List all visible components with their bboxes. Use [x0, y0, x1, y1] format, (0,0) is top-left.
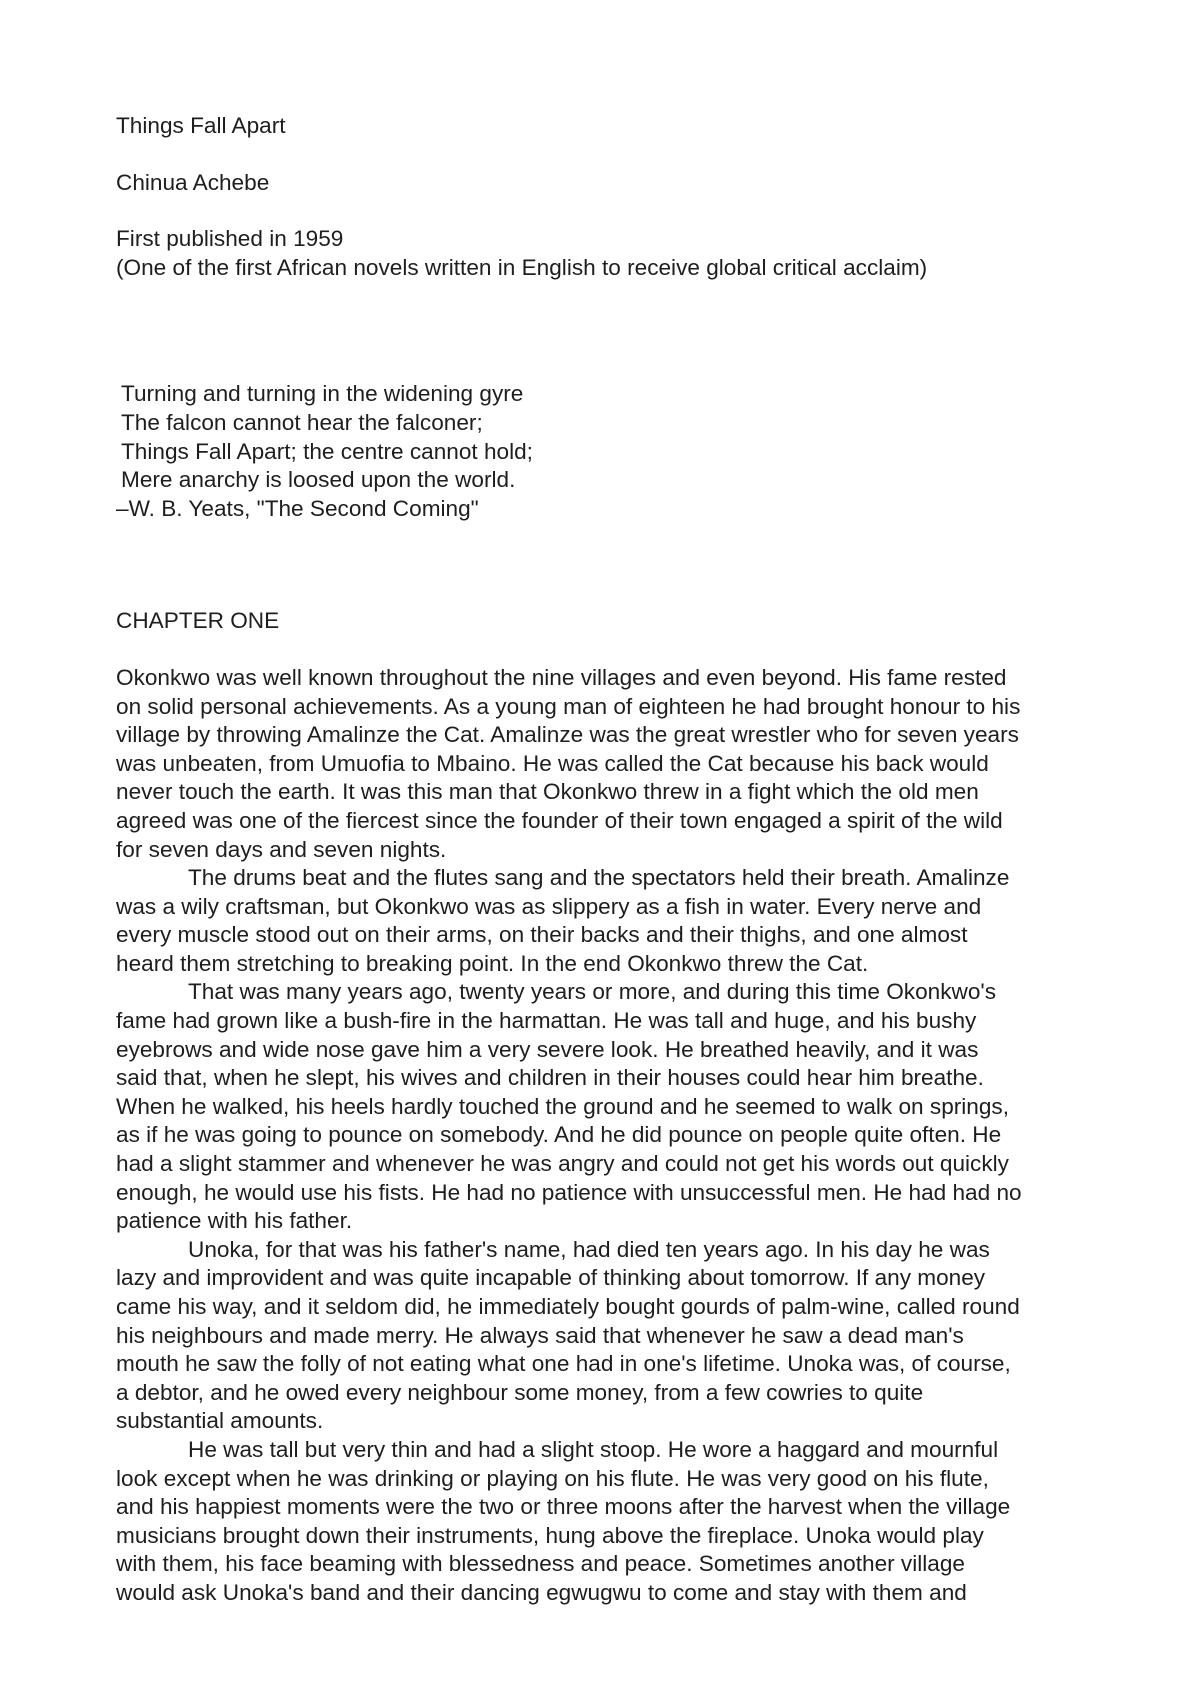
epigraph-attribution: –W. B. Yeats, "The Second Coming"	[116, 495, 479, 521]
paragraph	[116, 1236, 1116, 1436]
paragraph-line: substantial amounts.	[116, 1408, 324, 1434]
paragraph-line: Okonkwo was well known throughout the nine villages and even beyond. His fame rested	[116, 664, 1007, 690]
paragraph-line: The drums beat and the flutes sang and the spectators held their breath. Amalinze	[188, 865, 1010, 891]
paragraph-line: never touch the earth. It was this man that Okonkwo threw in a fight which the old men	[116, 779, 979, 805]
paragraph-line: for seven days and seven nights.	[116, 836, 447, 862]
paragraph	[116, 864, 1116, 978]
publication-info: First published in 1959	[116, 226, 344, 252]
paragraph-line: musicians brought down their instruments, hung above the fireplace. Unoka would play	[116, 1522, 984, 1548]
book-title: Things Fall Apart	[116, 113, 286, 138]
paragraph-line: When he walked, his heels hardly touched the ground and he seemed to walk on springs,	[116, 1093, 1010, 1119]
paragraph-line: on solid personal achievements. As a young man of eighteen he had brought honour to his	[116, 693, 1021, 719]
paragraph	[116, 1436, 1116, 1608]
document-page	[116, 112, 1116, 1608]
paragraph-line: every muscle stood out on their arms, on their backs and their thighs, and one almost	[116, 922, 968, 948]
paragraph-line: eyebrows and wide nose gave him a very severe look. He breathed heavily, and it was	[116, 1036, 979, 1062]
epigraph-line: Mere anarchy is loosed upon the world.	[121, 467, 516, 493]
paragraph-line: fame had grown like a bush-fire in the harmattan. He was tall and huge, and his bushy	[116, 1008, 977, 1034]
paragraph-line: with them, his face beaming with blessedness and peace. Sometimes another village	[116, 1551, 965, 1577]
epigraph	[116, 380, 1116, 523]
paragraph-line: his neighbours and made merry. He always said that whenever he saw a dead man's	[116, 1322, 964, 1348]
paragraph-line: patience with his father.	[116, 1208, 353, 1234]
paragraph-line: enough, he would use his fists. He had no patience with unsuccessful men. He had had no	[116, 1179, 1022, 1205]
paragraph-line: lazy and improvident and was quite incapable of thinking about tomorrow. If any money	[116, 1265, 986, 1291]
paragraph-line: mouth he saw the folly of not eating what one had in one's lifetime. Unoka was, of course,	[116, 1351, 1011, 1377]
paragraph-line: heard them stretching to breaking point. In the end Okonkwo threw the Cat.	[116, 950, 869, 976]
paragraph	[116, 664, 1116, 864]
paragraph-line: said that, when he slept, his wives and children in their houses could hear him breathe.	[116, 1065, 984, 1091]
paragraph-line: had a slight stammer and whenever he was angry and could not get his words out quickly	[116, 1151, 1009, 1177]
chapter-body	[116, 664, 1116, 1608]
paragraph-line: would ask Unoka's band and their dancing egwugwu to come and stay with them and	[116, 1579, 967, 1605]
paragraph-line: as if he was going to pounce on somebody. And he did pounce on people quite often. He	[116, 1122, 1002, 1148]
paragraph-line: Unoka, for that was his father's name, had died ten years ago. In his day he was	[188, 1236, 990, 1262]
paragraph-line: agreed was one of the fiercest since the founder of their town engaged a spirit of the wild	[116, 807, 1003, 833]
paragraph	[116, 978, 1116, 1235]
paragraph-line: and his happiest moments were the two or three moons after the harvest when the village	[116, 1494, 1011, 1520]
paragraph-line: was unbeaten, from Umuofia to Mbaino. He was called the Cat because his back would	[116, 750, 989, 776]
paragraph-line: look except when he was drinking or playing on his flute. He was very good on his flute,	[116, 1465, 989, 1491]
paragraph-line: He was tall but very thin and had a slight stoop. He wore a haggard and mournful	[188, 1436, 999, 1462]
publication-note: (One of the first African novels written in English to receive global critical acclaim)	[116, 254, 928, 280]
book-author: Chinua Achebe	[116, 169, 270, 195]
paragraph-line: That was many years ago, twenty years or more, and during this time Okonkwo's	[188, 979, 996, 1005]
paragraph-line: came his way, and it seldom did, he immediately bought gourds of palm-wine, called round	[116, 1294, 1020, 1319]
epigraph-line: The falcon cannot hear the falconer;	[121, 409, 483, 435]
epigraph-line: Turning and turning in the widening gyre	[121, 381, 524, 407]
paragraph-line: was a wily craftsman, but Okonkwo was as slippery as a fish in water. Every nerve and	[116, 893, 982, 919]
epigraph-line: Things Fall Apart; the centre cannot hold;	[121, 438, 533, 464]
paragraph-line: village by throwing Amalinze the Cat. Amalinze was the great wrestler who for seven years	[116, 722, 1019, 748]
paragraph-line: a debtor, and he owed every neighbour some money, from a few cowries to quite	[116, 1379, 924, 1405]
chapter-heading: CHAPTER ONE	[116, 608, 280, 634]
